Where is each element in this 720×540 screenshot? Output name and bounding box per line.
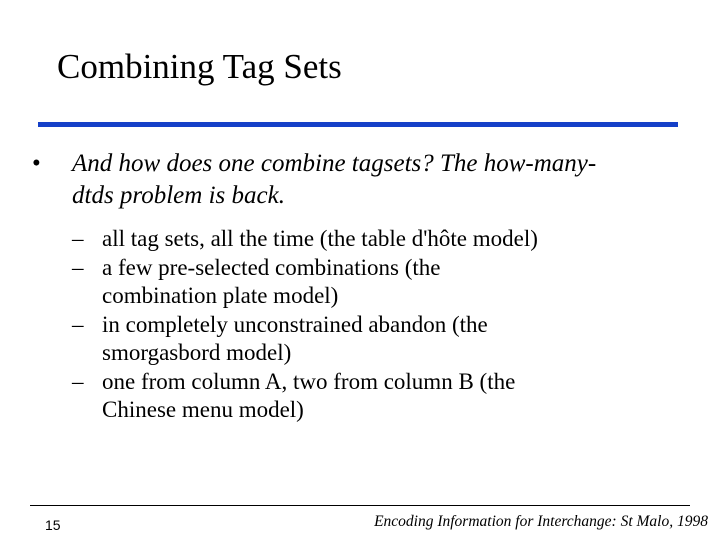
sub-bullet-item	[72, 225, 692, 254]
sub-bullet-list	[72, 225, 692, 425]
main-bullet	[30, 148, 690, 212]
title-divider	[38, 122, 678, 127]
sub-bullet-line: combination plate model)	[102, 283, 339, 308]
slide-title: Combining Tag Sets	[57, 47, 342, 86]
dash-marker: –	[72, 226, 84, 251]
page-number: 15	[45, 517, 61, 533]
sub-bullet-line: all tag sets, all the time (the table d'hôte model)	[102, 226, 538, 251]
dash-marker: –	[72, 368, 84, 394]
sub-bullet-line: a few pre-selected combinations (the	[102, 254, 441, 280]
sub-bullet-item	[72, 368, 692, 425]
sub-bullet-line: Chinese menu model)	[102, 397, 304, 422]
sub-bullet-line: in completely unconstrained abandon (the	[102, 311, 488, 337]
main-bullet-line-1: And how does one combine tagsets? The how-many-	[72, 150, 597, 177]
sub-bullet-line: one from column A, two from column B (the	[102, 368, 516, 394]
main-bullet-text	[30, 148, 690, 212]
footer-divider	[30, 505, 690, 506]
bullet-marker: •	[32, 150, 41, 177]
sub-bullet-item	[72, 311, 692, 368]
footer-text: Encoding Information for Interchange: St Malo, 1998	[374, 513, 708, 530]
dash-marker: –	[72, 311, 84, 337]
dash-marker: –	[72, 254, 84, 280]
sub-bullet-item	[72, 254, 692, 311]
main-bullet-line-2: dtds problem is back.	[72, 182, 285, 209]
sub-bullet-line: smorgasbord model)	[102, 340, 292, 365]
